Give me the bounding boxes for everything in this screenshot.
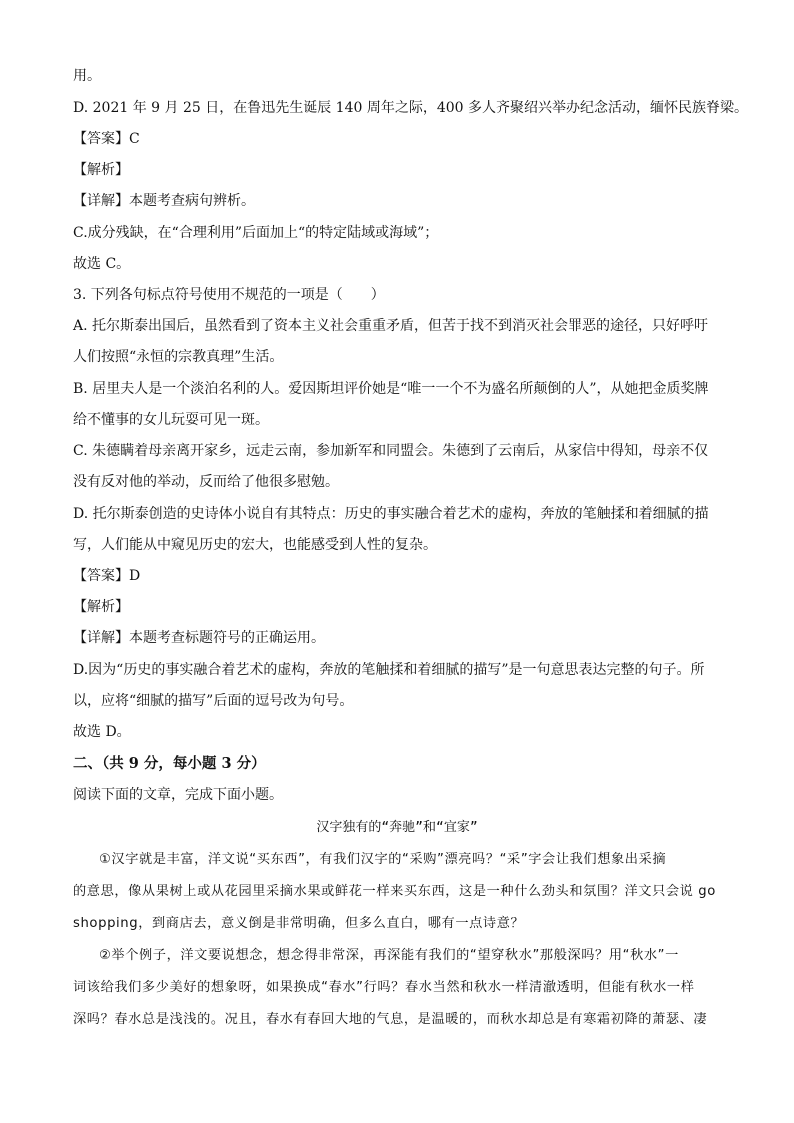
detail-line: 【详解】本题考查标题符号的正确运用。: [73, 630, 325, 646]
paragraph-1-line-2: 的意思，像从果树上或从花园里采摘水果或鲜花一样来买东西，这是一种什么劲头和氛围？洋文只会说 go: [73, 884, 716, 899]
question-3-stem: 3. 下列各句标点符号使用不规范的一项是（ ）: [73, 287, 385, 303]
answer-label: 【答案】C: [73, 131, 140, 147]
paragraph-2-line-3: 深吗？春水总是浅浅的。况且，春水有春回大地的气息，是温暖的，而秋水却总是有寒霜初降的萧瑟、凄: [73, 1012, 708, 1027]
section-heading: 二、（共 9 分，每小题 3 分）: [73, 755, 266, 772]
paragraph-1-line-3: shopping，到商店去，意义倒是非常明确，但多么直白，哪有一点诗意？: [73, 916, 525, 931]
detail-line: 【详解】本题考查病句辨析。: [73, 193, 255, 209]
choice-line: 故选 D。: [73, 724, 131, 740]
explanation-line-1: D.因为“历史的事实融合着艺术的虚构，奔放的笔触揉和着细腻的描写”是一句意思表达完整的句子。所: [73, 662, 705, 678]
paragraph-1-line-1: ①汉字就是丰富，洋文说“买东西”，有我们汉字的“采购”漂亮吗？“采”字会让我们想象出采摘: [99, 852, 667, 867]
analysis-label: 【解析】: [73, 599, 129, 615]
explanation-line: C.成分残缺，在“合理利用”后面加上“的特定陆域或海域”；: [73, 225, 439, 241]
option-d-line: D. 2021 年 9 月 25 日，在鲁迅先生诞辰 140 周年之际，400 多人齐聚绍兴举办纪念活动，缅怀民族脊梁。: [73, 100, 749, 116]
text-line: 用。: [73, 68, 101, 84]
paragraph-2-line-1: ②举个例子，洋文要说想念，想念得非常深，再深能有我们的“望穿秋水”那般深吗？用“秋水”一: [99, 948, 679, 963]
answer-label: 【答案】D: [73, 568, 141, 584]
article-title: 汉字独有的“奔驰”和“宜家”: [316, 820, 478, 835]
instruction-line: 阅读下面的文章，完成下面小题。: [73, 787, 283, 803]
option-d-line-1: D. 托尔斯泰创造的史诗体小说自有其特点：历史的事实融合着艺术的虚构，奔放的笔触揉和着细腻的描: [73, 506, 709, 522]
analysis-label: 【解析】: [73, 162, 129, 178]
option-b-line-1: B. 居里夫人是一个淡泊名利的人。爱因斯坦评价她是“唯一一个不为盛名所颠倒的人”，从她把金质奖牌: [73, 381, 709, 397]
option-c-line-1: C. 朱德瞒着母亲离开家乡，远走云南，参加新军和同盟会。朱德到了云南后，从家信中得知，母亲不仅: [73, 443, 709, 459]
explanation-line-2: 以，应将“细腻的描写”后面的逗号改为句号。: [73, 693, 354, 709]
option-b-line-2: 给不懂事的女儿玩耍可见一斑。: [73, 412, 269, 428]
option-d-line-2: 写，人们能从中窥见历史的宏大，也能感受到人性的复杂。: [73, 537, 437, 553]
paragraph-2-line-2: 词该给我们多少美好的想象呀，如果换成“春水”行吗？春水当然和秋水一样清澈透明，但能有秋水一样: [73, 980, 695, 995]
choice-line: 故选 C。: [73, 256, 131, 272]
option-a-line-1: A. 托尔斯泰出国后，虽然看到了资本主义社会重重矛盾，但苦于找不到消灭社会罪恶的途径，只好呼吁: [73, 318, 709, 334]
option-a-line-2: 人们按照“永恒的宗教真理”生活。: [73, 349, 284, 365]
option-c-line-2: 没有反对他的举动，反而给了他很多慰勉。: [73, 474, 339, 490]
